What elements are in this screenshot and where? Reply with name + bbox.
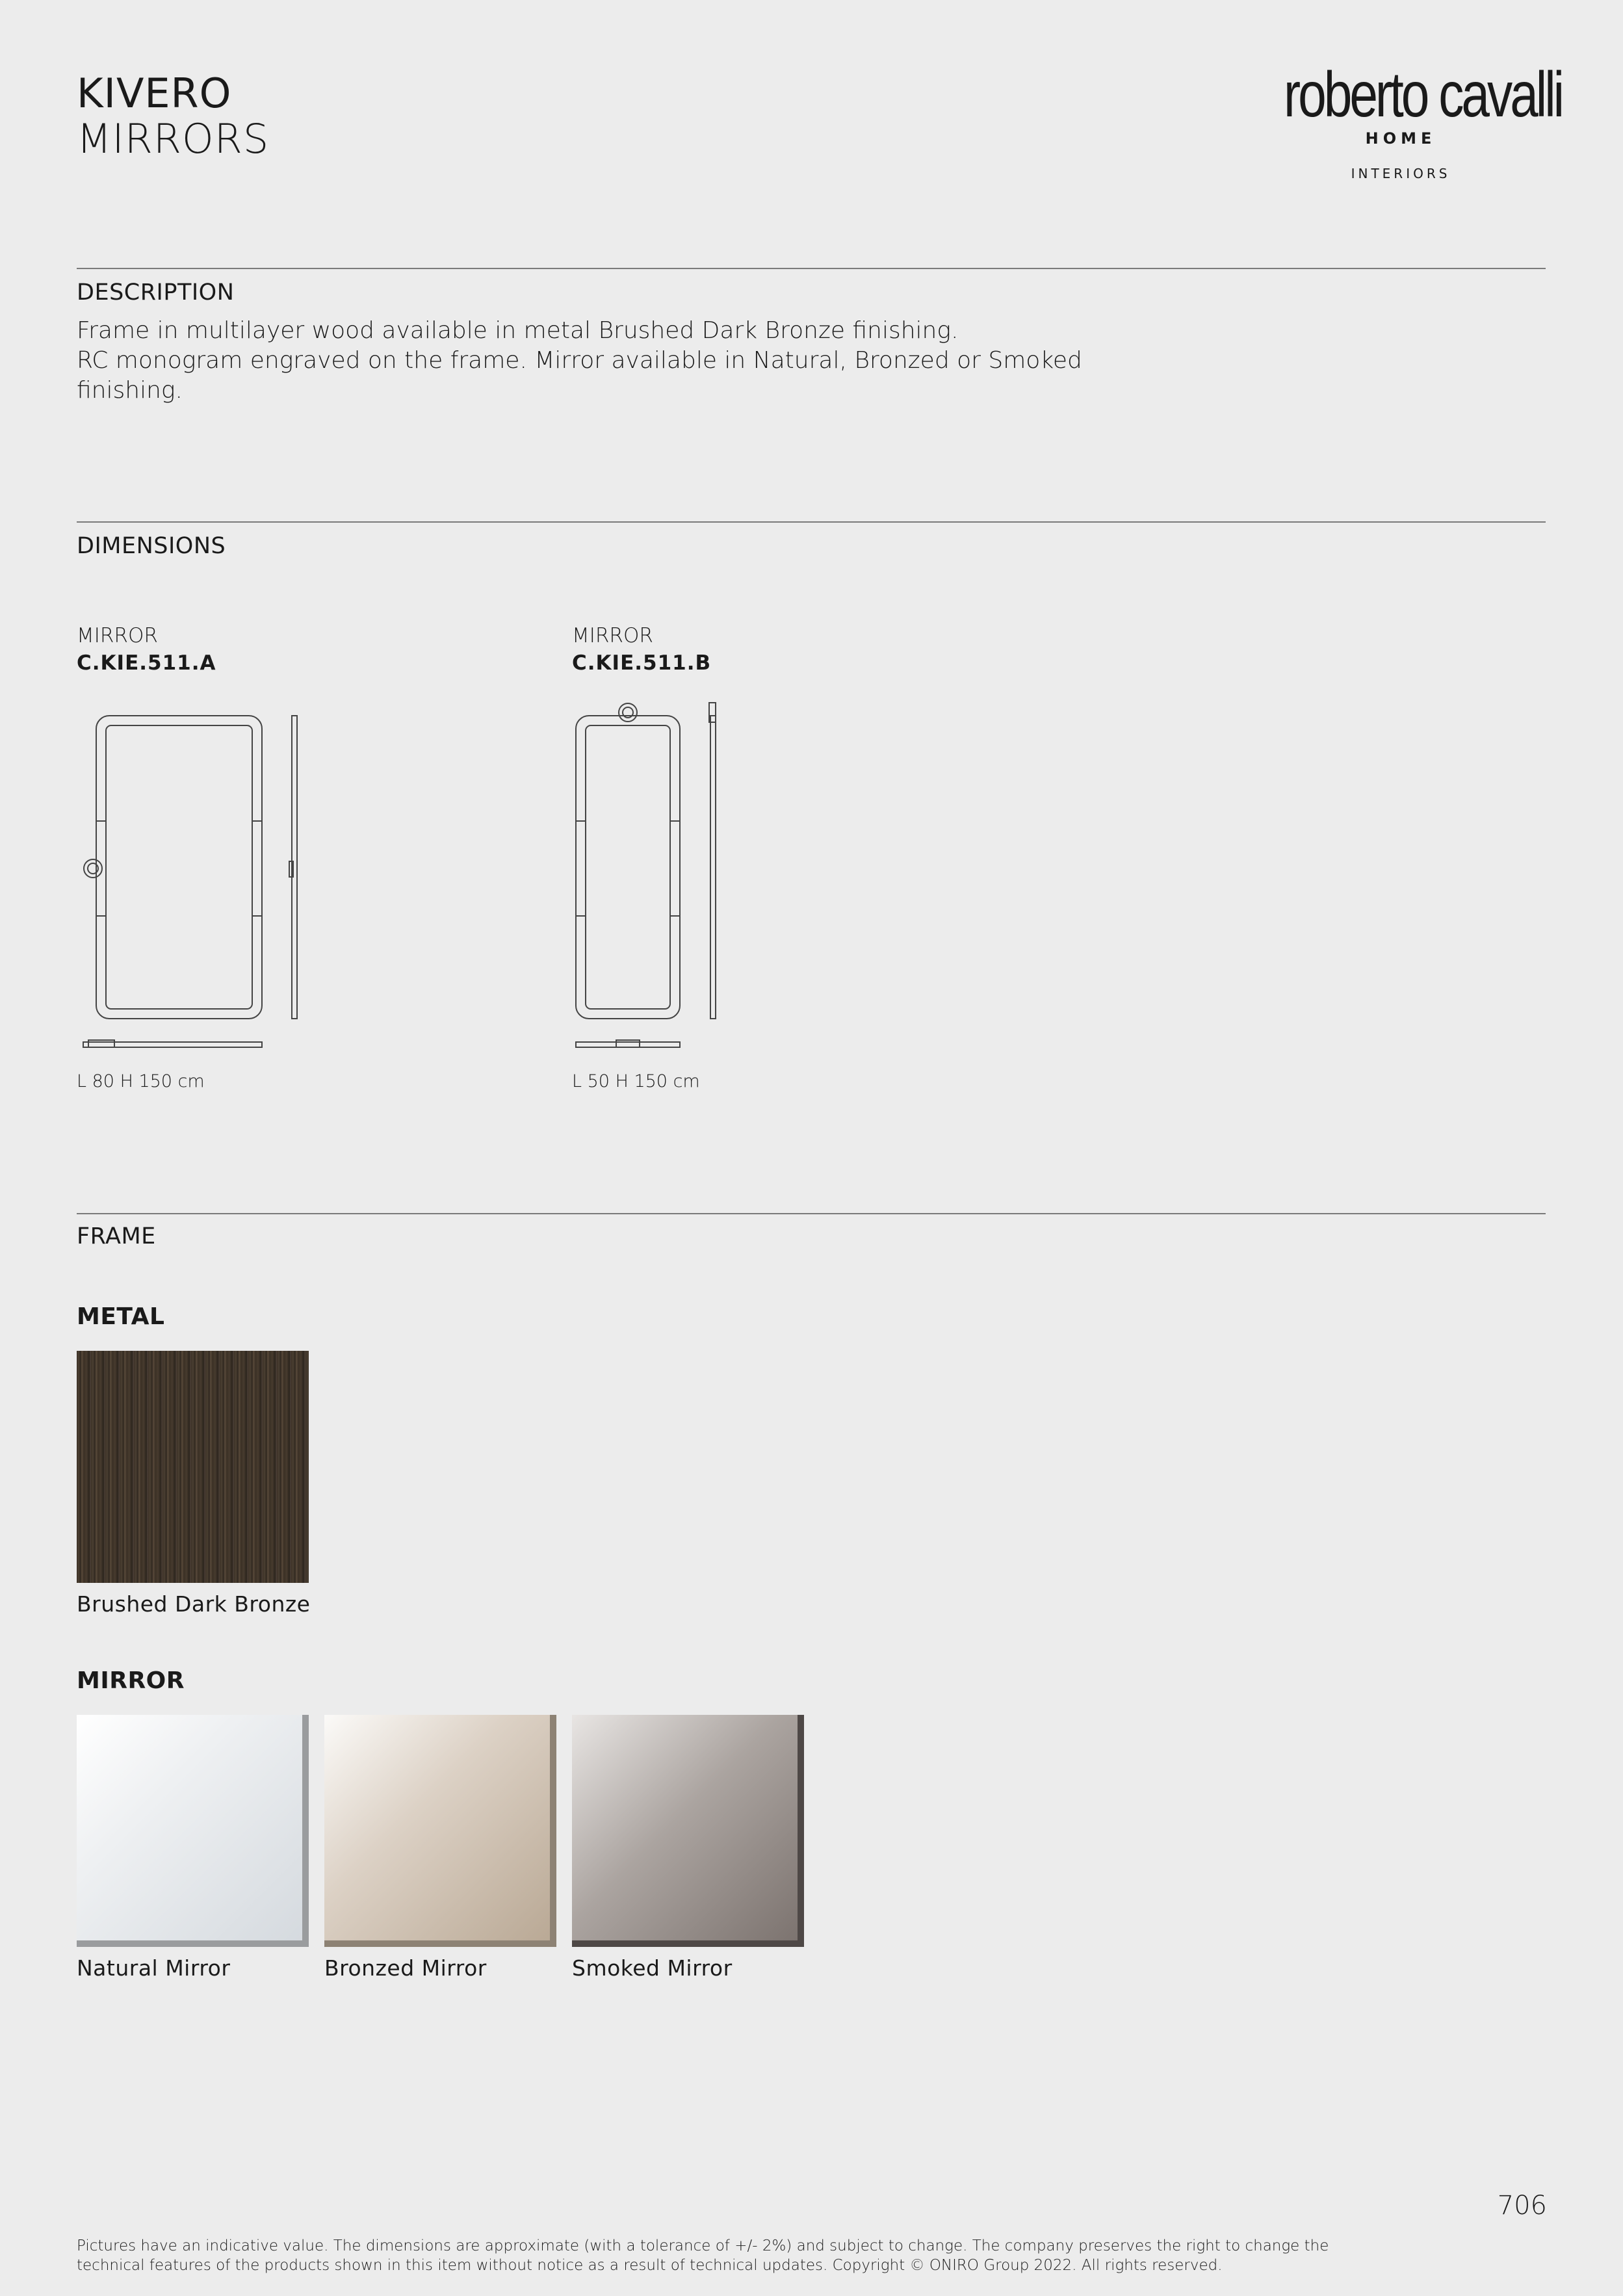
metal-finish-label: Brushed Dark Bronze — [77, 1591, 311, 1617]
description-line: RC monogram engraved on the frame. Mirror available in Natural, Bronzed or Smoked — [77, 347, 1082, 374]
disclaimer-line: technical features of the products shown in this item without notice as a result of technical updates. Copyright © ONIRO Group 2022. All rights reserved. — [77, 2257, 1223, 2274]
product-title: KIVERO — [77, 70, 232, 117]
product-code: C.KIE.511.A — [77, 651, 216, 675]
product-category: MIRRORS — [77, 115, 270, 163]
natural-mirror-label: Natural Mirror — [77, 1955, 231, 1981]
top-profile — [83, 1042, 262, 1047]
front-inner-frame — [106, 725, 252, 1009]
product-code: C.KIE.511.B — [572, 651, 712, 675]
divider — [77, 521, 1546, 523]
product-b-size: L 50 H 150 cm — [572, 1071, 700, 1091]
product-kind: MIRROR — [572, 624, 653, 647]
metal-heading: METAL — [77, 1303, 165, 1330]
front-outer-frame — [96, 716, 262, 1019]
product-b-header — [572, 624, 711, 675]
monogram-icon — [84, 859, 102, 878]
brand-logo — [1254, 59, 1563, 181]
smoked-mirror-label: Smoked Mirror — [572, 1955, 733, 1981]
brand-home: HOME — [1365, 129, 1436, 148]
disclaimer — [77, 2236, 1442, 2275]
description-heading: DESCRIPTION — [77, 280, 235, 306]
disclaimer-line: Pictures have an indicative value. The dimensions are approximate (with a tolerance of +/- 2%) and subject to change. The company preserves the right to change the — [77, 2237, 1329, 2254]
product-a-header — [77, 624, 216, 675]
divider — [77, 268, 1546, 269]
dimensions-heading: DIMENSIONS — [77, 533, 226, 559]
product-a-size: L 80 H 150 cm — [77, 1071, 205, 1091]
page-number: 706 — [1497, 2191, 1547, 2221]
top-profile — [576, 1042, 680, 1047]
brand-interiors: INTERIORS — [1351, 166, 1451, 181]
product-kind: MIRROR — [77, 624, 158, 647]
product-a-drawing — [77, 705, 311, 1053]
divider — [77, 1213, 1546, 1214]
description-line: Frame in multilayer wood available in metal Brushed Dark Bronze finishing. — [77, 317, 959, 344]
smoked-mirror-swatch — [572, 1715, 804, 1947]
side-profile — [710, 716, 716, 1019]
metal-swatch — [77, 1351, 309, 1583]
brand-name: roberto cavalli — [1284, 59, 1563, 130]
natural-mirror-swatch — [77, 1715, 309, 1947]
mirror-heading: MIRROR — [77, 1667, 185, 1694]
front-outer-frame — [576, 716, 680, 1019]
product-b-drawing — [572, 699, 728, 1053]
description-line: finishing. — [77, 377, 183, 404]
bronzed-mirror-swatch — [324, 1715, 556, 1947]
description-text — [77, 316, 1091, 406]
bronzed-mirror-label: Bronzed Mirror — [324, 1955, 487, 1981]
front-inner-frame — [586, 725, 670, 1009]
monogram-icon — [619, 703, 637, 722]
frame-heading: FRAME — [77, 1223, 156, 1249]
